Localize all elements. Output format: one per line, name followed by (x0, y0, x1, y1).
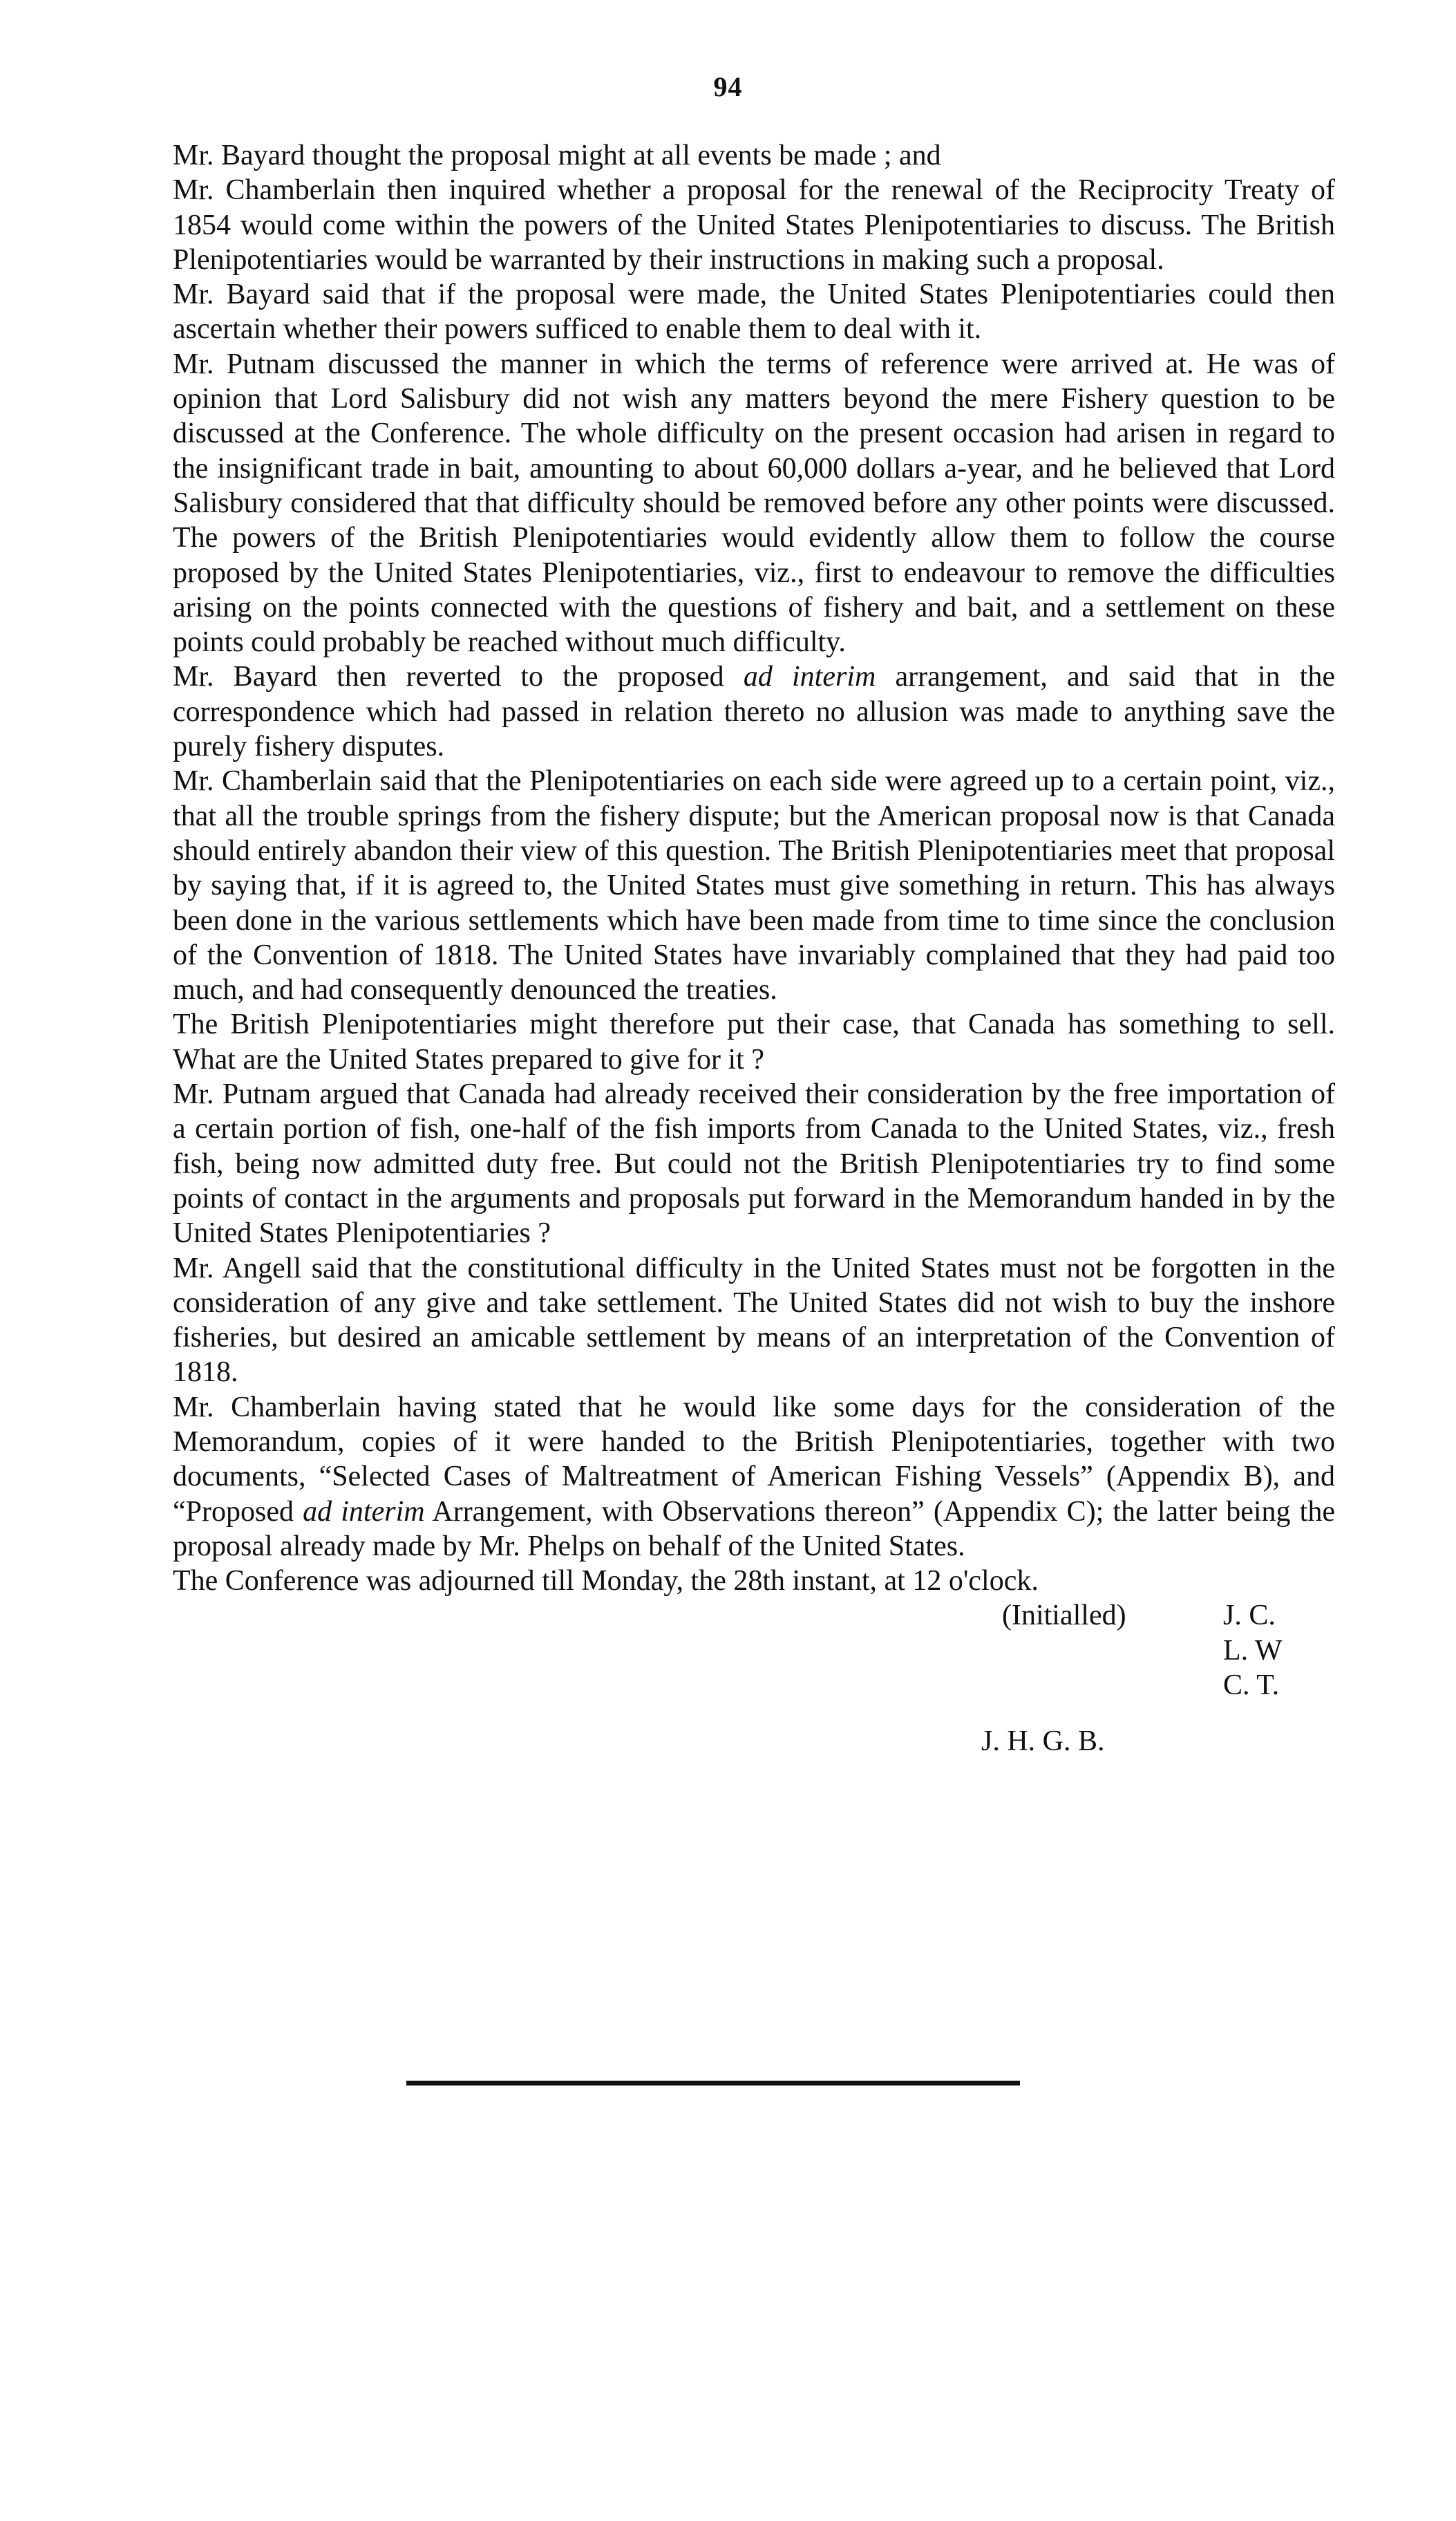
document-body (173, 138, 1335, 1774)
paragraph (173, 1390, 1335, 1564)
text-run: Mr. Bayard then reverted to the proposed (173, 661, 744, 693)
text-run: Mr. Chamberlain having stated that he would like some days for the consideration of the Memorandum, copies of it were handed to the British Plenipotentiaries, together with two documents, “Selected Cases of Maltreatment of American Fishing Vessels” (Appendix B), and “Proposed (173, 1391, 1335, 1528)
initialled-label: (Initialled) (1002, 1600, 1126, 1632)
closing-line: The Conference was adjourned till Monday, the 28th instant, at 12 o'clock. (173, 1565, 1039, 1597)
paragraph: Mr. Putnam argued that Canada had already received their consideration by the free importation of a certain portion of fish, one-half of the fish imports from Canada to the United States, viz., fresh fish, being now admitted duty free. But could not the British Plenipotentiaries try to find some points of contact in the arguments and proposals put forward in the Memorandum handed in by the United States Plenipotentiaries ? (173, 1078, 1335, 1250)
end-rule-divider (406, 2081, 1020, 2086)
paragraph: Mr. Chamberlain said that the Plenipotentiaries on each side were agreed up to a certain point, viz., that all the trouble springs from the fishery dispute; but the American proposal now is that Canada should entirely abandon their view of this question. The British Plenipotentiaries meet that proposal by saying that, if it is agreed to, the United States must give something in return. This has always been done in the various settlements which have been made from time to time since the conclusion of the Convention of 1818. The United States have invariably complained that they had paid too much, and had consequently denounced the treaties. (173, 765, 1335, 1006)
initials-block (173, 1598, 1335, 1774)
paragraph (173, 659, 1335, 764)
italic-term: ad interim (743, 661, 876, 693)
paragraph: The British Plenipotentiaries might therefore put their case, that Canada has something to sell. What are the United States prepared to give for it ? (173, 1009, 1335, 1076)
signature-initials: J. H. G. B. (981, 1725, 1105, 1758)
paragraph: Mr. Angell said that the constitutional difficulty in the United States must not be forgotten in the consideration of any give and take settlement. The United States did not wish to buy the inshore fisheries, but desired an amicable settlement by means of an interpretation of the Convention of 1818. (173, 1252, 1335, 1389)
text-run: arrangement, and said that in the correspondence which had passed in relation thereto no allusion was made to anything save the purely fishery disputes. (173, 661, 1335, 763)
paragraph: Mr. Chamberlain then inquired whether a proposal for the renewal of the Reciprocity Treaty of 1854 would come within the powers of the United States Plenipotentiaries to discuss. The British Plenipotentiaries would be warranted by their instructions in making such a proposal. (173, 174, 1335, 276)
initials-list (1223, 1598, 1283, 1703)
page-number: 94 (713, 71, 743, 102)
italic-term: ad interim (303, 1495, 425, 1528)
text-run: Arrangement, with Observations thereon” (Appendix C); the latter being the proposal already made by Mr. Phelps on behalf of the United States. (173, 1495, 1335, 1562)
paragraph: Mr. Putnam discussed the manner in which the terms of reference were arrived at. He was of opinion that Lord Salisbury did not wish any matters beyond the mere Fishery question to be discussed at the Conference. The whole difficulty on the present occasion had arisen in regard to the insignificant trade in bait, amounting to about 60,000 dollars a-year, and he believed that Lord Salisbury considered that that difficulty should be removed before any other points were discussed. The powers of the British Plenipotentiaries would evidently allow them to follow the course proposed by the United States Plenipotentiaries, viz., first to endeavour to remove the difficulties arising on the points connected with the questions of fishery and bait, and a settlement on these points could probably be reached without much difficulty. (173, 348, 1335, 659)
initials-entry: C. T. (1223, 1669, 1280, 1702)
initials-entry: J. C. (1223, 1600, 1276, 1632)
initials-entry: L. W (1223, 1634, 1283, 1667)
paragraph: Mr. Bayard said that if the proposal were made, the United States Plenipotentiaries could then ascertain whether their powers sufficed to enable them to deal with it. (173, 279, 1335, 346)
paragraph: Mr. Bayard thought the proposal might at all events be made ; and (173, 140, 941, 171)
